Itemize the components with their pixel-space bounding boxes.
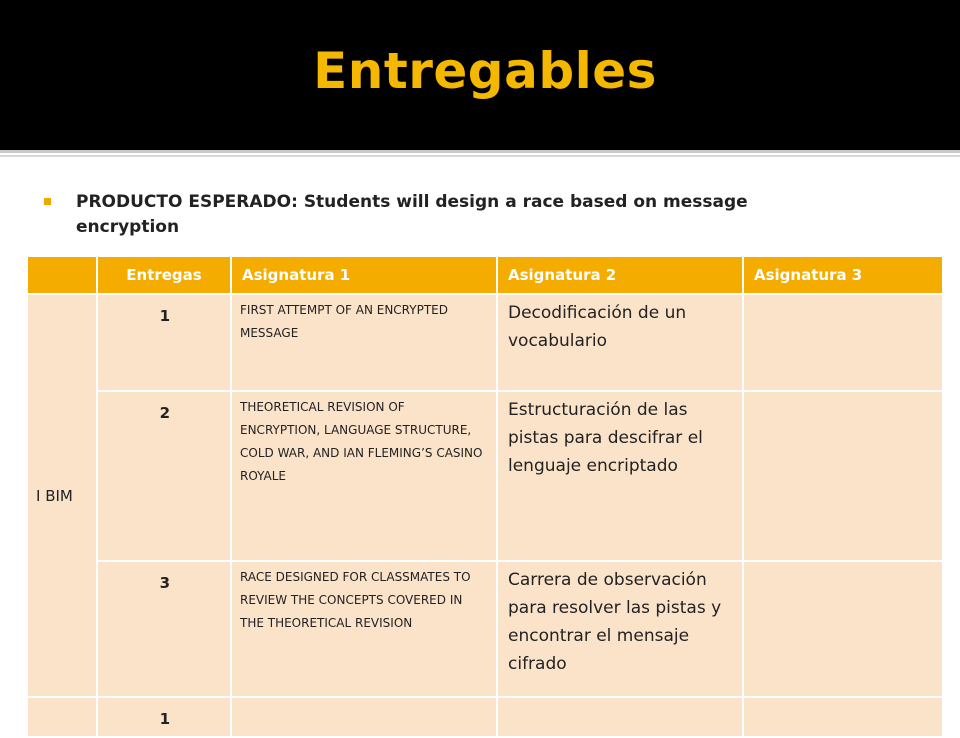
asignatura-3-cell (743, 697, 943, 737)
table-row (27, 294, 943, 391)
deliverables-table-container (26, 255, 942, 738)
table-row (27, 561, 943, 697)
table-row (27, 391, 943, 561)
bullet-square-icon (44, 198, 51, 205)
asignatura-3-cell (743, 391, 943, 561)
asignatura-3-cell (743, 561, 943, 697)
slide-title: Entregables (313, 42, 657, 100)
asignatura-1-cell: RACE DESIGNED FOR CLASSMATES TO REVIEW THE CONCEPTS COVERED IN THE THEORETICAL REVISION (231, 561, 497, 697)
header-cell-group (27, 256, 97, 294)
divider-line (0, 150, 960, 153)
header-cell-asignatura-1: Asignatura 1 (231, 256, 497, 294)
asignatura-2-cell: Carrera de observación para resolver las pistas y encontrar el mensaje cifrado (497, 561, 743, 697)
entrega-number: 2 (97, 391, 231, 561)
divider-line-secondary (0, 155, 960, 157)
entrega-number: 3 (97, 561, 231, 697)
entrega-number: 1 (97, 294, 231, 391)
asignatura-2-cell: Decodificación de un vocabulario (497, 294, 743, 391)
deliverables-table (26, 255, 944, 738)
table-header-row (27, 256, 943, 294)
asignatura-2-cell: Estructuración de las pistas para descifrar el lenguaje encriptado (497, 391, 743, 561)
header-cell-entregas: Entregas (97, 256, 231, 294)
asignatura-2-cell (497, 697, 743, 737)
asignatura-1-cell (231, 697, 497, 737)
header-cell-asignatura-2: Asignatura 2 (497, 256, 743, 294)
asignatura-3-cell (743, 294, 943, 391)
bullet-item (44, 190, 844, 240)
asignatura-1-cell: THEORETICAL REVISION OF ENCRYPTION, LANGUAGE STRUCTURE, COLD WAR, AND IAN FLEMING’S CASINO ROYALE (231, 391, 497, 561)
table-row (27, 697, 943, 737)
bullet-text: PRODUCTO ESPERADO: Students will design a race based on message encryption (76, 192, 748, 237)
group-label-cell-next (27, 697, 97, 737)
asignatura-1-cell: FIRST ATTEMPT OF AN ENCRYPTED MESSAGE (231, 294, 497, 391)
header-cell-asignatura-3: Asignatura 3 (743, 256, 943, 294)
group-label-cell: I BIM (27, 294, 97, 697)
entrega-number: 1 (97, 697, 231, 737)
